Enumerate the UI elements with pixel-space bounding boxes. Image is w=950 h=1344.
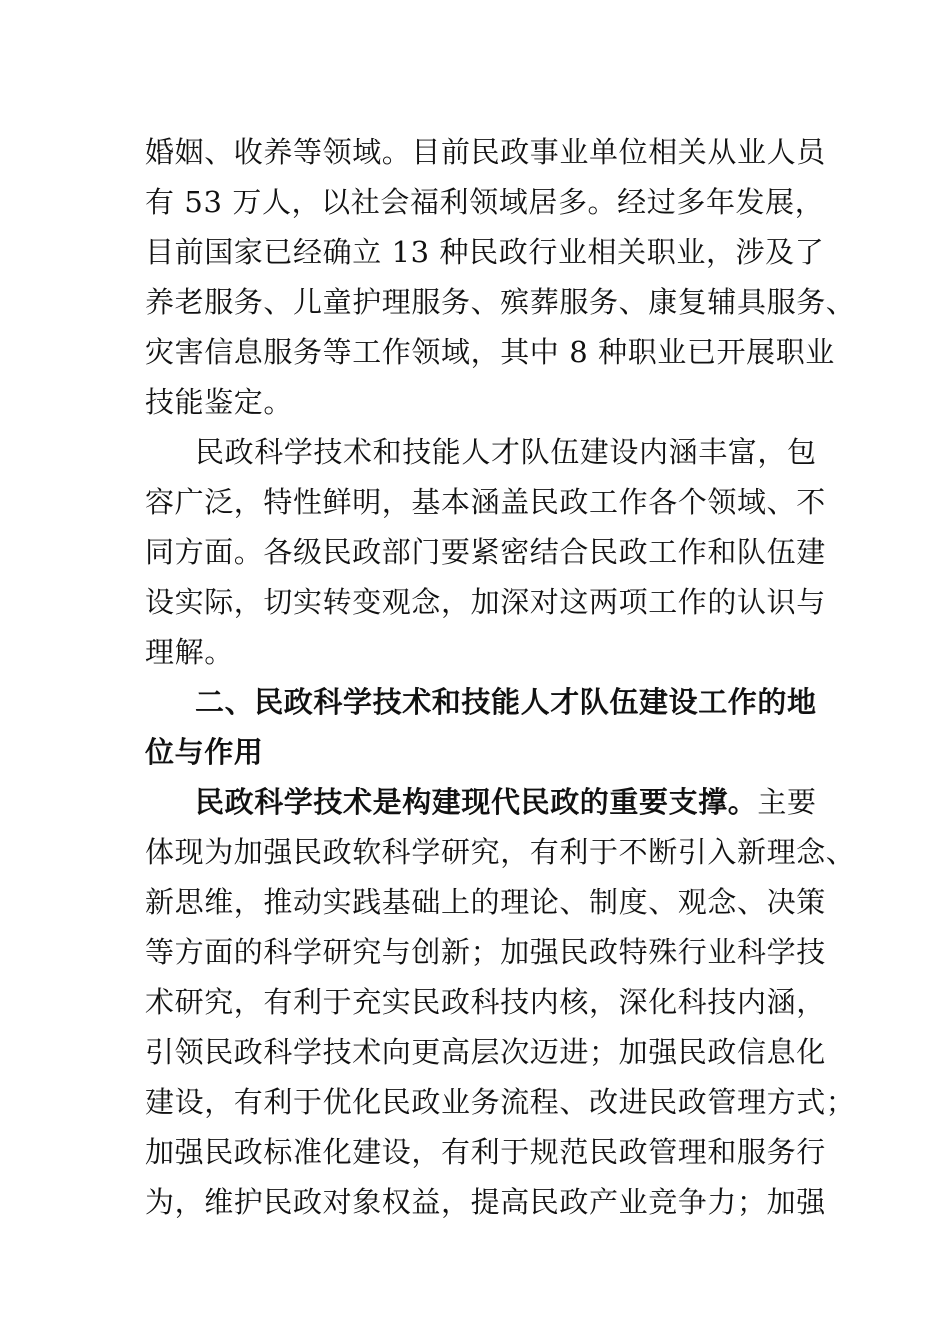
section-heading: 位与作用 bbox=[145, 735, 264, 769]
body-text-line: 容广泛，特性鲜明，基本涵盖民政工作各个领域、不 bbox=[145, 485, 826, 519]
lead-sentence: 民政科学技术是构建现代民政的重要支撑。 bbox=[195, 785, 758, 819]
body-text-line: 体现为加强民政软科学研究，有利于不断引入新理念、 bbox=[145, 835, 856, 869]
body-text-line: 引领民政科学技术向更高层次迈进；加强民政信息化 bbox=[145, 1035, 826, 1069]
body-text-line: 目前国家已经确立 13 种民政行业相关职业，涉及了 bbox=[145, 235, 825, 269]
body-text-line: 同方面。各级民政部门要紧密结合民政工作和队伍建 bbox=[145, 535, 826, 569]
body-text-line: 建设，有利于优化民政业务流程、改进民政管理方式； bbox=[145, 1085, 856, 1119]
body-text-line: 婚姻、收养等领域。目前民政事业单位相关从业人员 bbox=[145, 135, 826, 169]
body-text-fragment: 主要 bbox=[757, 785, 817, 819]
body-text-line: 民政科学技术和技能人才队伍建设内涵丰富，包 bbox=[195, 435, 817, 469]
body-text-line: 灾害信息服务等工作领域，其中 8 种职业已开展职业 bbox=[145, 335, 835, 369]
body-text-line: 有 53 万人，以社会福利领域居多。经过多年发展， bbox=[145, 185, 825, 219]
body-text-line: 术研究，有利于充实民政科技内核，深化科技内涵， bbox=[145, 985, 826, 1019]
body-text-line: 等方面的科学研究与创新；加强民政特殊行业科学技 bbox=[145, 935, 826, 969]
body-text-line: 加强民政标准化建设，有利于规范民政管理和服务行 bbox=[145, 1135, 826, 1169]
body-text-line: 理解。 bbox=[145, 635, 234, 669]
body-text-line: 为，维护民政对象权益，提高民政产业竞争力；加强 bbox=[145, 1185, 826, 1219]
body-text-line: 新思维，推动实践基础上的理论、制度、观念、决策 bbox=[145, 885, 826, 919]
body-text-line: 养老服务、儿童护理服务、殡葬服务、康复辅具服务、 bbox=[145, 285, 856, 319]
body-text-line: 设实际，切实转变观念，加深对这两项工作的认识与 bbox=[145, 585, 826, 619]
section-heading: 二、民政科学技术和技能人才队伍建设工作的地 bbox=[195, 685, 817, 719]
body-text-line: 技能鉴定。 bbox=[145, 385, 294, 419]
body-text-line bbox=[195, 776, 817, 828]
